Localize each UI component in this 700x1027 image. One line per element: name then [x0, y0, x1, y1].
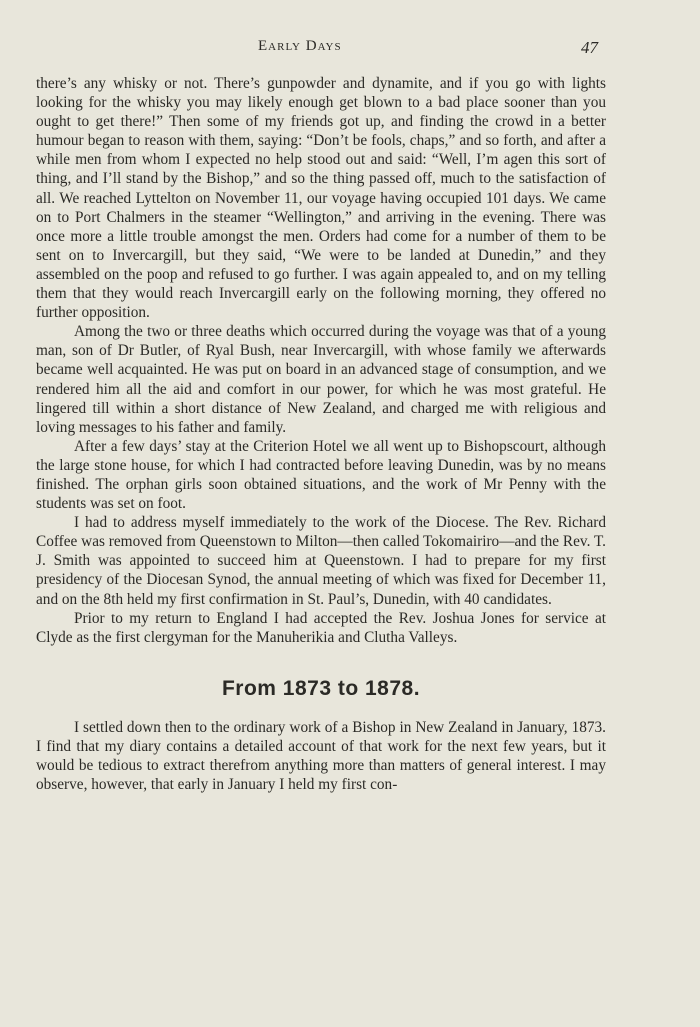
- paragraph-bishopscourt: After a few days’ stay at the Criterion Hotel we all went up to Bishopscourt, although the large stone house, for which I had contracted before leaving Dunedin, was by no means finished. The orphan girls soon obtained situations, and the work of Mr Penny with the students was set on foot.: [36, 437, 606, 513]
- section-heading: From 1873 to 1878.: [221, 676, 421, 700]
- paragraph-new-section: I settled down then to the ordinary work of a Bishop in New Zealand in January, 1873. I find that my diary contains a detailed account of that work for the next few years, but it would be tedious to extract therefrom anything more than matters of general interest. I may observe, however, that early in January I held my first con-: [36, 718, 606, 794]
- page-header: [0, 38, 700, 58]
- paragraph-continuation: there’s any whisky or not. There’s gunpowder and dynamite, and if you go with lights looking for the whisky you may likely enough get blown to a bad place sooner than you ought to get there!” Then some of my friends got up, and finding the crowd in a better humour began to reason with them, saying: “Don’t be fools, chaps,” and so forth, and after a while men from whom I expected no help stood out and said: “Well, I’m agen this sort of thing, and I’ll stand by the Bishop,” and so the thing passed off, much to the satisfaction of all. We reached Lyttelton on November 11, our voyage having occupied 101 days. We came on to Port Chalmers in the steamer “Wellington,” and arriving in the evening. There was once more a little trouble amongst the men. Orders had come for a number of them to be sent on to Invercargill, but they said, “We were to be landed at Dunedin,” and they assembled on the poop and refused to go further. I was again appealed to, and on my telling them that they would reach Invercargill early on the following morning, they offered no further opposition.: [36, 75, 606, 322]
- paragraph-voyage-deaths: Among the two or three deaths which occurred during the voyage was that of a young man, son of Dr Butler, of Ryal Bush, near Invercargill, with whose family we afterwards became well acquainted. He was put on board in an advanced stage of consumption, and we rendered him all the aid and comfort in our power, for which he was most grateful. He lingered till within a short distance of New Zealand, and charged me with religious and loving messages to his father and family.: [36, 323, 606, 436]
- page-number: 47: [581, 38, 598, 57]
- paragraph-diocese-work: I had to address myself immediately to the work of the Diocese. The Rev. Richard Coffee was removed from Queenstown to Milton—then called Tokomairiro—and the Rev. T. J. Smith was appointed to succeed him at Queenstown. I had to prepare for my first presidency of the Diocesan Synod, the annual meeting of which was fixed for December 11, and on the 8th held my first confirmation in St. Paul’s, Dunedin, with 40 candidates.: [36, 514, 606, 608]
- running-head: Early Days: [258, 38, 342, 54]
- page-body: [36, 74, 606, 794]
- paragraph-joshua-jones: Prior to my return to England I had accepted the Rev. Joshua Jones for service at Clyde as the first clergyman for the Manuherikia and Clutha Valleys.: [36, 609, 606, 646]
